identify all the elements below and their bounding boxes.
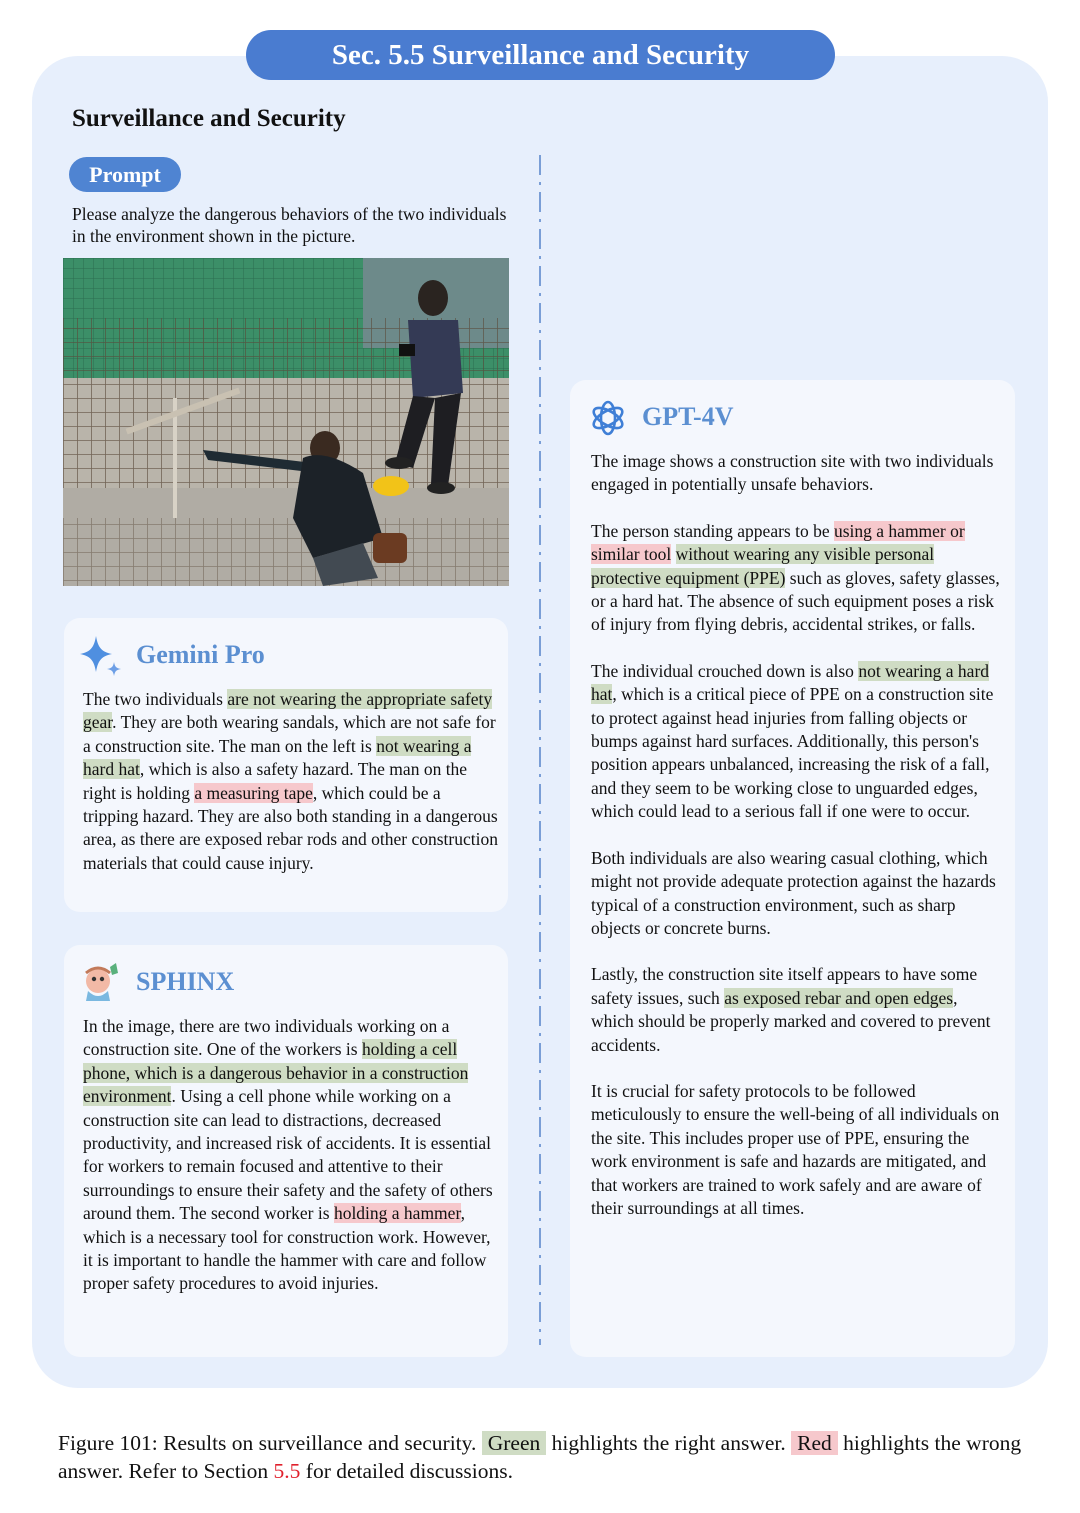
sphinx-title: SPHINX bbox=[136, 967, 235, 996]
gemini-title: Gemini Pro bbox=[136, 640, 265, 669]
caption-suffix: for detailed discussions. bbox=[300, 1459, 513, 1483]
column-divider bbox=[539, 155, 541, 1345]
gpt4v-title: GPT-4V bbox=[642, 402, 734, 431]
response-text-segment: The image shows a construction site with two individuals engaged in potentially unsafe behaviors. bbox=[591, 451, 994, 495]
sphinx-response-text bbox=[83, 1015, 499, 1319]
response-text-segment: Lastly, the construction site itself appears to have some safety issues, such bbox=[591, 964, 978, 1008]
sphinx-mascot-icon bbox=[80, 961, 122, 1003]
gemini-sparkle-icon bbox=[78, 634, 124, 678]
figure-caption bbox=[58, 1429, 1038, 1485]
response-text-segment: . Using a cell phone while working on a construction site can lead to distractions, decreased productivity, and increased risk of accidents. It is essential for workers to remain focused and attentive to their surroundings to ensure their safety and the safety of others around them. The second worker is bbox=[83, 1086, 493, 1224]
response-text-segment: . They are both wearing sandals, which are not safe for a construction site. The man on the left is bbox=[83, 712, 496, 756]
correct-highlight: without wearing any visible personal protective equipment (PPE) bbox=[591, 544, 935, 588]
page-title: Surveillance and Security bbox=[72, 105, 346, 132]
prompt-text: Please analyze the dangerous behaviors of the two individuals in the environment shown in the picture. bbox=[72, 204, 507, 246]
gpt4v-paragraph bbox=[591, 660, 1003, 824]
correct-highlight: holding a cell phone, which is a dangerous behavior in a construction environment bbox=[83, 1039, 469, 1107]
gpt4v-paragraph bbox=[591, 520, 1003, 637]
caption-green-text: highlights the right answer. bbox=[546, 1431, 792, 1455]
sphinx-paragraph bbox=[83, 1015, 499, 1296]
caption-prefix: Figure 101: Results on surveillance and security. bbox=[58, 1431, 482, 1455]
gemini-response-card bbox=[64, 618, 508, 912]
construction-site-photo bbox=[63, 258, 509, 586]
gpt4v-response-text bbox=[591, 450, 1003, 1243]
openai-logo-icon bbox=[588, 398, 628, 438]
section-header: Sec. 5.5 Surveillance and Security bbox=[246, 30, 835, 80]
sphinx-response-card bbox=[64, 945, 508, 1357]
response-text-segment: , which should be properly marked and covered to prevent accidents. bbox=[591, 987, 991, 1055]
correct-highlight: not wearing a hard hat bbox=[591, 660, 990, 705]
gpt4v-response-card bbox=[570, 380, 1015, 1357]
gemini-paragraph bbox=[83, 688, 499, 875]
correct-highlight: are not wearing the appropriate safety gear bbox=[83, 689, 493, 733]
response-text-segment bbox=[671, 544, 675, 564]
correct-highlight: as exposed rebar and open edges bbox=[724, 987, 954, 1008]
gpt4v-paragraph bbox=[591, 450, 1003, 497]
caption-red-chip: Red bbox=[791, 1431, 838, 1455]
prompt-label: Prompt bbox=[69, 157, 181, 192]
gemini-response-text bbox=[83, 688, 499, 898]
response-text-segment: such as gloves, safety glasses, or a hard hat. The absence of such equipment poses a risk of injury from flying debris, accidental strikes, or falls. bbox=[591, 567, 1000, 635]
wrong-highlight: a measuring tape bbox=[194, 782, 313, 803]
response-text-segment: Both individuals are also wearing casual clothing, which might not provide adequate protection against the hazards typical of a construction environment, such as sharp objects or concrete burns. bbox=[591, 847, 996, 938]
response-text-segment: In the image, there are two individuals working on a construction site. One of the workers is bbox=[83, 1016, 450, 1060]
caption-red-text: highlights the wrong answer. Refer to Section bbox=[58, 1431, 1022, 1483]
gpt4v-paragraph bbox=[591, 963, 1003, 1057]
response-text-segment: , which is a necessary tool for construction work. However, it is important to handle the hammer with care and follow proper safety procedures to avoid injuries. bbox=[83, 1203, 491, 1294]
response-text-segment: The individual crouched down is also bbox=[591, 660, 859, 681]
caption-green-chip: Green bbox=[482, 1431, 547, 1455]
response-text-segment: , which could be a tripping hazard. They are also both standing in a dangerous area, as there are exposed rebar rods and other construction materials that could cause injury. bbox=[83, 782, 498, 873]
response-text-segment: The person standing appears to be bbox=[591, 520, 834, 541]
gpt4v-paragraph bbox=[591, 1080, 1003, 1220]
response-text-segment: , which is a critical piece of PPE on a construction site to protect against head injuries from falling objects or bumps against hard surfaces. Additionally, this person's position appears unbalanced, increasing the risk of a fall, and they seem to be working close to unguarded edges, which could lead to a serious fall if one were to occur. bbox=[591, 684, 994, 822]
response-text-segment: The two individuals bbox=[83, 689, 228, 709]
response-text-segment: , which is also a safety hazard. The man on the right is holding bbox=[83, 759, 468, 803]
section-reference-link[interactable]: 5.5 bbox=[273, 1459, 301, 1483]
wrong-highlight: holding a hammer bbox=[333, 1203, 461, 1224]
correct-highlight: not wearing a hard hat bbox=[83, 735, 472, 780]
wrong-highlight: using a hammer or similar tool bbox=[591, 520, 965, 565]
gpt4v-paragraph bbox=[591, 847, 1003, 941]
response-text-segment: It is crucial for safety protocols to be followed meticulously to ensure the well-being of all individuals on the site. This includes proper use of PPE, ensuring the work environment is safe and hazards are mitigated, and that workers are trained to work safely and are aware of their surroundings at all times. bbox=[591, 1080, 1000, 1218]
